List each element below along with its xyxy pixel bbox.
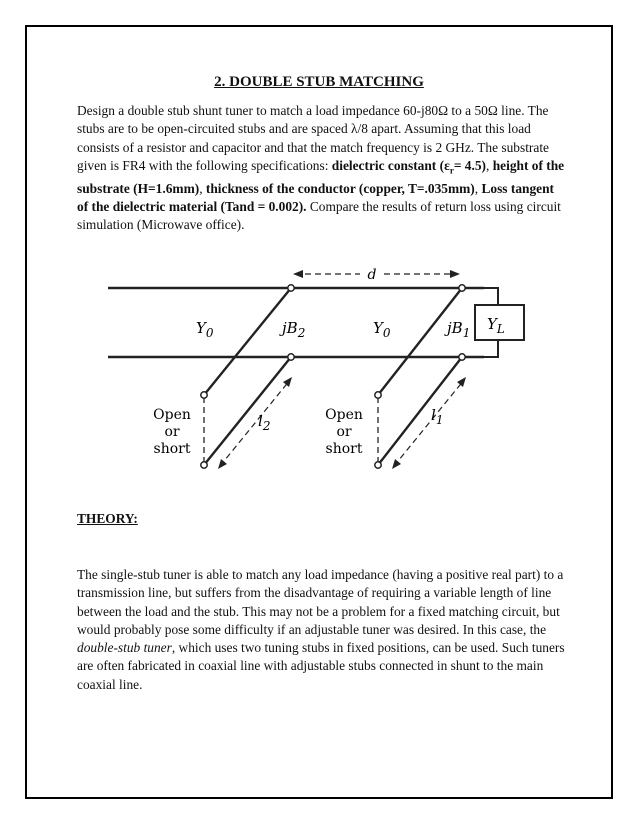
l1-label: $l_1$ (431, 406, 444, 427)
stub-right-short: short (325, 441, 363, 457)
jb2-label: $jB_2$ (282, 319, 306, 340)
yl-label: $Y_L$ (487, 315, 505, 336)
page-title: 2. DOUBLE STUB MATCHING (214, 74, 424, 90)
jb1-label: $jB_1$ (447, 319, 471, 340)
stub-right-or: or (336, 424, 352, 440)
stub-left-short: short (153, 441, 191, 457)
l2-label: $l_2$ (258, 412, 271, 433)
stub-left-open: Open (153, 407, 191, 423)
theory-paragraph: The single-stub tuner is able to match any load impedance (having a positive real part) to a transmission line, but suffers from the disadvantage of requiring a variable length of line between the load and the stub. This may not be a problem for a fixed matching circuit, but would probably pose some difficulty if an adjustable tuner was desired. In this case, the double-stub tuner, which uses two tuning stubs in fixed positions, can be used. Such tuners are often fabricated in coaxial line with adjustable stubs connected in shunt to the main coaxial line. (77, 567, 565, 692)
problem-statement: Design a double stub shunt tuner to match a load impedance 60-j80Ω to a 50Ω line. The stubs are to be open-circuited stubs and are spaced λ/8 apart. Assuming that this load consists of a resistor and capacitor and that the match frequency is 2 GHz. The substrate given is FR4 with the following specifications: dielectric constant $(\varepsilon_r= 4.5)$, height of the substrate (H=1.6mm), thickness of the conductor (copper, T=.035mm), Loss tangent of the dielectric material (Tand = 0.002). Compare the results of return loss using circuit simulation (Microwave office). (77, 103, 565, 233)
y0-left-label: $Y_0$ (196, 319, 214, 340)
theory-heading: THEORY: (77, 511, 138, 526)
y0-mid-label: $Y_0$ (373, 319, 391, 340)
stub-right-open: Open (325, 407, 363, 423)
d-label: d (367, 267, 377, 283)
stub-left-or: or (164, 424, 180, 440)
